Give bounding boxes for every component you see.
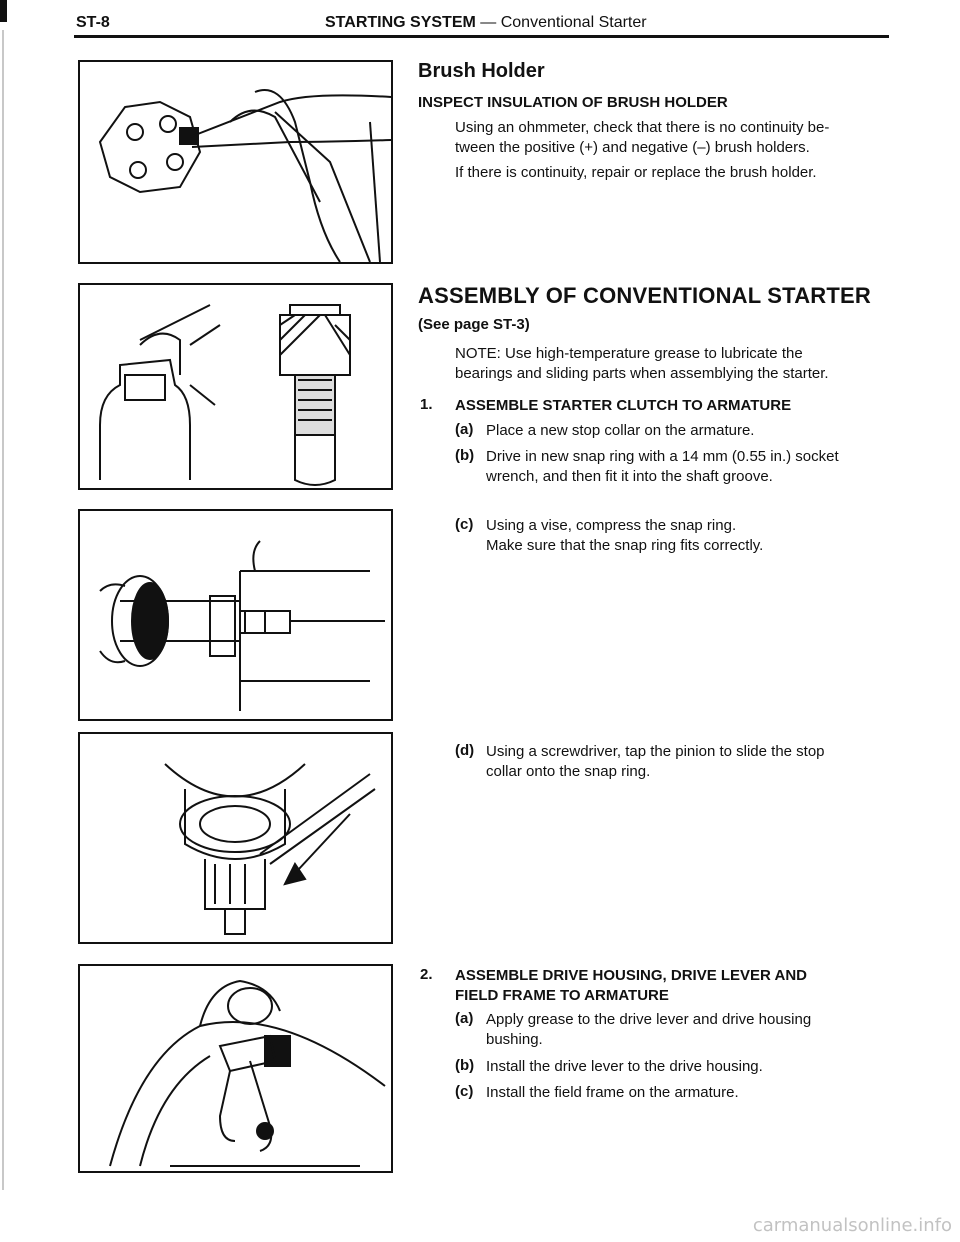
step-1d-label: (d) <box>455 742 475 759</box>
header-subsection: — Conventional Starter <box>480 14 647 31</box>
drive-lever-housing-illustration <box>80 966 391 1171</box>
footer-watermark: carmanualsonline.info <box>752 1215 952 1236</box>
header-rule <box>74 35 889 38</box>
snap-ring-vise-illustration <box>80 511 391 719</box>
step-2-title-line1: ASSEMBLE DRIVE HOUSING, DRIVE LEVER AND <box>455 967 807 984</box>
step-1d-line2: collar onto the snap ring. <box>486 763 651 780</box>
step-1c-line1: Using a vise, compress the snap ring. <box>486 517 737 534</box>
section-heading-assembly: ASSEMBLY OF CONVENTIONAL STARTER <box>418 283 871 308</box>
step-1-title: ASSEMBLE STARTER CLUTCH TO ARMATURE <box>455 397 792 414</box>
paragraph-continuity-check-line2: tween the positive (+) and negative (–) brush holders. <box>455 139 810 156</box>
step-1b-line1: Drive in new snap ring with a 14 mm (0.55 in.) socket <box>486 448 839 465</box>
step-1c-line2: Make sure that the snap ring fits correctly. <box>486 537 764 554</box>
step-1c-label: (c) <box>455 516 474 533</box>
step-2b-text: Install the drive lever to the drive housing. <box>486 1058 763 1075</box>
step-2c-label: (c) <box>455 1083 474 1100</box>
brush-holder-illustration <box>80 62 391 262</box>
figure-screwdriver-pinion <box>78 732 393 944</box>
note-line1: NOTE: Use high-temperature grease to lubricate the <box>455 345 803 362</box>
paragraph-continuity-check-line1: Using an ohmmeter, check that there is no continuity be- <box>455 119 830 136</box>
paragraph-repair-replace: If there is continuity, repair or replace the brush holder. <box>455 164 817 181</box>
step-2-number: 2. <box>420 966 433 983</box>
step-2b-label: (b) <box>455 1057 475 1074</box>
step-2a-line2: bushing. <box>486 1031 543 1048</box>
section-heading-brush-holder: Brush Holder <box>418 60 545 82</box>
figure-brush-holder-ohmmeter <box>78 60 393 264</box>
step-1b-line2: wrench, and then fit it into the shaft groove. <box>486 468 773 485</box>
step-1b-label: (b) <box>455 447 475 464</box>
header-section: STARTING SYSTEM <box>325 14 476 31</box>
page-number: ST-8 <box>76 14 110 31</box>
step-1d-line1: Using a screwdriver, tap the pinion to slide the stop <box>486 743 825 760</box>
step-2-title-line2: FIELD FRAME TO ARMATURE <box>455 987 669 1004</box>
step-2c-text: Install the field frame on the armature. <box>486 1084 739 1101</box>
clutch-armature-illustration <box>80 285 391 488</box>
note-line2: bearings and sliding parts when assemblying the starter. <box>455 365 829 382</box>
figure-clutch-armature <box>78 283 393 490</box>
page-header-title <box>325 14 647 32</box>
subheading-inspect-insulation: INSPECT INSULATION OF BRUSH HOLDER <box>418 94 728 111</box>
step-1a-label: (a) <box>455 421 474 438</box>
step-2a-line1: Apply grease to the drive lever and drive housing <box>486 1011 812 1028</box>
step-1-number: 1. <box>420 396 433 413</box>
figure-snap-ring-vise <box>78 509 393 721</box>
screwdriver-pinion-illustration <box>80 734 391 942</box>
figure-drive-lever-housing <box>78 964 393 1173</box>
see-page-reference: (See page ST-3) <box>418 316 530 333</box>
step-2a-label: (a) <box>455 1010 474 1027</box>
scan-edge-line <box>2 30 4 1190</box>
page-corner-mark <box>0 0 7 22</box>
step-1a-text: Place a new stop collar on the armature. <box>486 422 755 439</box>
